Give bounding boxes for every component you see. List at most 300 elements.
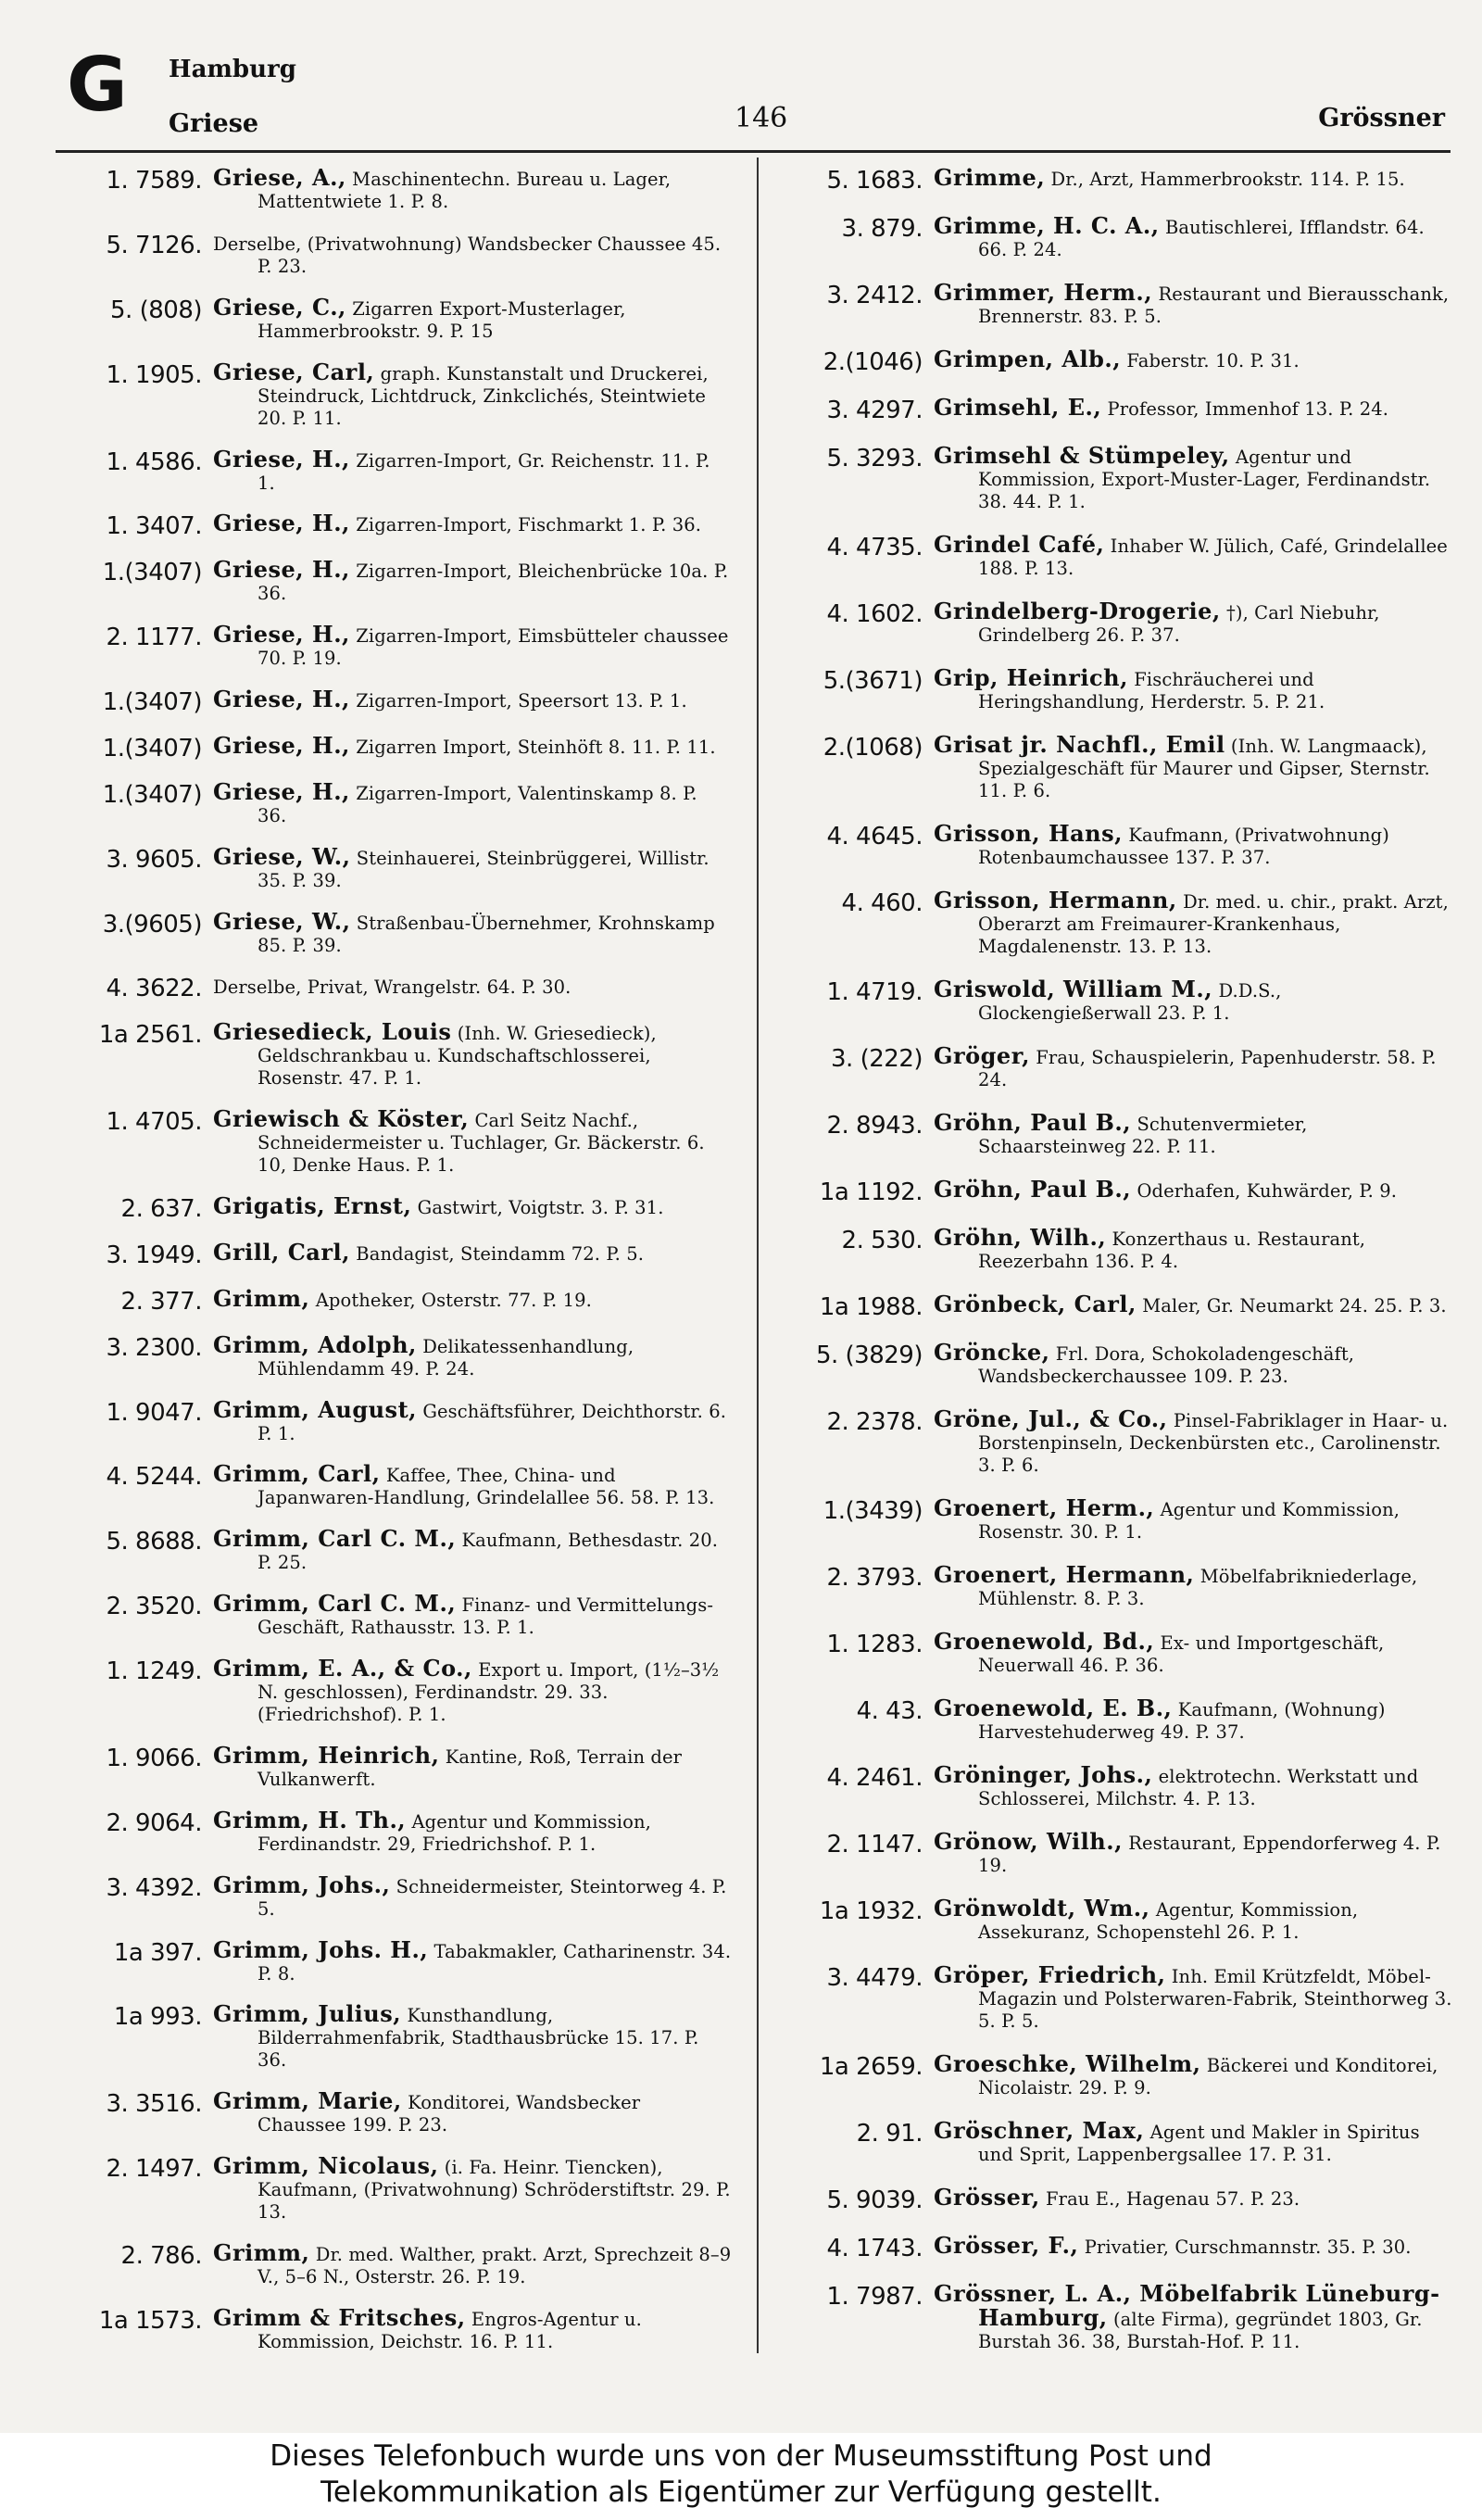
entry-text bbox=[213, 688, 732, 712]
subscriber-name: Grip, Heinrich, bbox=[934, 664, 1128, 691]
subscriber-name: Grimm, Nicolaus, bbox=[213, 2152, 439, 2180]
directory-entry bbox=[776, 889, 1452, 958]
phone-number: 3.(9605) bbox=[102, 910, 202, 939]
entry-details: Carl Seitz Nachf., Schneidermeister u. Tuchlager, Gr. Bäckerstr. 6. 10, Denke Haus. P. 1. bbox=[257, 1110, 705, 1177]
phone-number: 5. 3293. bbox=[826, 445, 923, 472]
phone-number: 1. 7589. bbox=[106, 167, 202, 195]
entry-details: Schutenvermieter, Schaarsteinweg 22. P. 11. bbox=[978, 1114, 1308, 1157]
subscriber-name: Grimm, Johs., bbox=[213, 1871, 391, 1898]
entry-details: Frau E., Hagenau 57. P. 23. bbox=[1046, 2188, 1300, 2210]
entry-text bbox=[934, 1561, 1452, 1610]
phone-number: 4. 4735. bbox=[826, 534, 923, 561]
entry-text bbox=[934, 2280, 1452, 2353]
phone-number: 3. (222) bbox=[831, 1045, 923, 1073]
city-heading: Hamburg bbox=[169, 56, 296, 83]
entry-details: Oderhafen, Kuhwärder, P. 9. bbox=[1137, 1180, 1398, 1202]
entry-text bbox=[213, 1525, 732, 1574]
subscriber-name: Grimm, E. A., & Co., bbox=[213, 1655, 472, 1682]
entry-details: Export u. Import, (1½–3½ N. geschlossen), Ferdinandstr. 29. 33. (Friedrichshof). P. 1. bbox=[257, 1659, 720, 1725]
phone-number: 3. 9605. bbox=[106, 845, 202, 874]
entry-text bbox=[213, 512, 732, 536]
phone-number: 2. 3520. bbox=[106, 1593, 202, 1621]
subscriber-name: Griswold, William M., bbox=[934, 976, 1213, 1002]
phone-number: 1.(3407) bbox=[102, 780, 202, 809]
phone-number: 5. (3829) bbox=[815, 1342, 923, 1369]
subscriber-name: Grimsehl & Stümpeley, bbox=[934, 442, 1230, 469]
entry-text bbox=[934, 820, 1452, 869]
directory-entry bbox=[776, 1761, 1452, 1810]
subscriber-name: Grisat jr. Nachfl., Emil bbox=[934, 731, 1225, 758]
entry-details: (Inh. W. Griesedieck), Geldschrankbau u. Kundschaftschlosserei, Rosenstr. 47. P. 1. bbox=[257, 1023, 657, 1090]
directory-entry bbox=[56, 975, 732, 1002]
entry-details: Restaurant, Eppendorferweg 4. P. 19. bbox=[978, 1833, 1441, 1876]
directory-entry bbox=[776, 1224, 1452, 1273]
subscriber-name: Grönbeck, Carl, bbox=[934, 1291, 1137, 1317]
entry-details: Inh. Emil Krützfeldt, Möbel-Magazin und Polsterwaren-Fabrik, Steinthorweg 3. 5. P. 5. bbox=[978, 1966, 1452, 2032]
entry-text bbox=[934, 1697, 1452, 1744]
subscriber-name: Grisson, Hermann, bbox=[934, 887, 1177, 914]
phone-number: 1.(3439) bbox=[823, 1497, 923, 1525]
subscriber-name: Grimsehl, E., bbox=[934, 394, 1102, 421]
footer-line-1: Dieses Telefonbuch wurde uns von der Museumsstiftung Post und bbox=[270, 2439, 1212, 2473]
entry-details: Maler, Gr. Neumarkt 24. 25. P. 3. bbox=[1142, 1295, 1447, 1317]
entry-details: Maschinentechn. Bureau u. Lager, Mattentwiete 1. P. 8. bbox=[257, 169, 672, 212]
subscriber-name: Griese, H., bbox=[213, 445, 350, 472]
entry-details: Professor, Immenhof 13. P. 24. bbox=[1107, 398, 1389, 420]
subscriber-name: Grimm, H. Th., bbox=[213, 1806, 407, 1833]
subscriber-name: Griese, A., bbox=[213, 164, 346, 191]
directory-entry bbox=[776, 2232, 1452, 2262]
directory-entry bbox=[56, 556, 732, 605]
subscriber-name: Gröhn, Paul B., bbox=[934, 1176, 1132, 1203]
entry-text bbox=[934, 1178, 1452, 1203]
subscriber-name: Grimm, Marie, bbox=[213, 2087, 402, 2115]
directory-entry bbox=[56, 1590, 732, 1639]
page-number: 146 bbox=[735, 102, 788, 134]
entry-details: Derselbe, Privat, Wrangelstr. 64. P. 30. bbox=[213, 976, 571, 999]
entry-details: Dr. med. Walther, prakt. Arzt, Sprechzeit 8–9 V., 5–6 N., Osterstr. 26. P. 19. bbox=[257, 2244, 732, 2287]
directory-entry bbox=[776, 1561, 1452, 1610]
directory-entry bbox=[776, 442, 1452, 513]
first-name-guide: Griese bbox=[169, 109, 259, 138]
entry-details: Straßenbau-Übernehmer, Krohnskamp 85. P. 39. bbox=[257, 912, 715, 956]
subscriber-name: Gröne, Jul., & Co., bbox=[934, 1405, 1168, 1432]
phone-number: 5. (808) bbox=[110, 296, 202, 324]
directory-entry bbox=[776, 1628, 1452, 1677]
directory-entry bbox=[776, 394, 1452, 424]
entry-details: Pinsel-Fabriklager in Haar- u. Borstenpinseln, Deckenbürsten etc., Carolinenstr. 3. P. 6. bbox=[978, 1410, 1449, 1476]
subscriber-name: Grimme, bbox=[934, 164, 1046, 191]
directory-entry bbox=[776, 279, 1452, 328]
phone-number: 2.(1068) bbox=[823, 734, 923, 762]
entry-text bbox=[213, 777, 732, 827]
directory-entry bbox=[776, 2117, 1452, 2166]
directory-entry bbox=[776, 1697, 1452, 1744]
directory-entry bbox=[56, 2303, 732, 2353]
entry-text bbox=[213, 1590, 732, 1639]
phone-number: 2. 8943. bbox=[826, 1112, 923, 1140]
directory-entry bbox=[56, 1330, 732, 1380]
directory-entry bbox=[776, 1897, 1452, 1944]
directory-entry bbox=[56, 1935, 732, 1985]
entry-details: Fischräucherei und Heringshandlung, Herderstr. 5. P. 21. bbox=[978, 669, 1325, 712]
subscriber-name: Grindel Café, bbox=[934, 531, 1105, 558]
phone-number: 4. 460. bbox=[841, 889, 923, 917]
directory-entry bbox=[56, 164, 732, 213]
directory-entry bbox=[56, 1284, 732, 1316]
entry-details: Faberstr. 10. P. 31. bbox=[1126, 350, 1300, 372]
entry-text bbox=[934, 889, 1452, 958]
directory-entry bbox=[776, 978, 1452, 1025]
phone-number: 3. 879. bbox=[841, 215, 923, 243]
phone-number: 3. 4297. bbox=[826, 397, 923, 424]
subscriber-name: Grisson, Hans, bbox=[934, 820, 1123, 847]
entry-text bbox=[934, 442, 1452, 513]
directory-entry bbox=[56, 293, 732, 343]
entry-text bbox=[213, 358, 732, 430]
entry-text bbox=[934, 2232, 1452, 2259]
subscriber-name: Grill, Carl, bbox=[213, 1238, 350, 1266]
footer-note bbox=[0, 2433, 1482, 2520]
entry-details: Delikatessenhandlung, Mühlendamm 49. P. 24. bbox=[257, 1335, 634, 1380]
directory-entry bbox=[776, 1339, 1452, 1388]
subscriber-name: Gröger, bbox=[934, 1042, 1030, 1069]
entry-text bbox=[934, 1042, 1452, 1091]
entry-text bbox=[213, 1192, 732, 1219]
subscriber-name: Grimm, bbox=[213, 1284, 310, 1312]
phone-number: 2. 1177. bbox=[106, 624, 202, 652]
phone-number: 4. 1602. bbox=[826, 600, 923, 628]
entry-details: Restaurant und Bierausschank, Brennerstr. 83. P. 5. bbox=[978, 284, 1450, 327]
directory-entry bbox=[776, 1109, 1452, 1158]
subscriber-name: Griewisch & Köster, bbox=[213, 1105, 470, 1133]
entry-text bbox=[934, 731, 1452, 802]
directory-entry bbox=[56, 1192, 732, 1223]
entry-text bbox=[934, 1109, 1452, 1158]
subscriber-name: Grösser, bbox=[934, 2184, 1040, 2211]
entry-text bbox=[213, 1806, 732, 1856]
subscriber-name: Grimm, bbox=[213, 2239, 310, 2266]
subscriber-name: Grimm, Julius, bbox=[213, 2000, 402, 2028]
directory-entry bbox=[56, 2087, 732, 2136]
directory-entry bbox=[776, 731, 1452, 802]
phone-number: 2.(1046) bbox=[823, 348, 923, 376]
entry-text bbox=[934, 1628, 1452, 1677]
subscriber-name: Griese, H., bbox=[213, 686, 350, 712]
phone-number: 4. 43. bbox=[856, 1697, 923, 1725]
entry-details: Zigarren-Import, Speersort 13. P. 1. bbox=[356, 690, 687, 712]
entry-details: Privatier, Curschmannstr. 35. P. 30. bbox=[1084, 2236, 1412, 2258]
entry-details: Agentur und Kommission, Rosenstr. 30. P. 1. bbox=[978, 1499, 1400, 1543]
entry-details: Kaffee, Thee, China- und Japanwaren-Handlung, Grindelallee 56. 58. P. 13. bbox=[257, 1465, 715, 1509]
entry-details: Inhaber W. Jülich, Café, Grindelallee 188. P. 13. bbox=[978, 536, 1448, 579]
phone-number: 1. 9066. bbox=[106, 1744, 202, 1772]
entry-details: Zigarren-Import, Fischmarkt 1. P. 36. bbox=[356, 514, 702, 536]
directory-entry bbox=[776, 1293, 1452, 1321]
entry-details: †), Carl Niebuhr, Grindelberg 26. P. 37. bbox=[978, 602, 1380, 646]
directory-entry bbox=[56, 907, 732, 957]
subscriber-name: Gröninger, Johs., bbox=[934, 1761, 1153, 1788]
entry-text bbox=[213, 164, 732, 213]
entry-text bbox=[934, 348, 1452, 372]
section-letter: G bbox=[67, 42, 128, 128]
entry-text bbox=[934, 978, 1452, 1025]
phone-number: 2. 1147. bbox=[826, 1831, 923, 1858]
entry-text bbox=[213, 2239, 732, 2288]
phone-number: 2. 377. bbox=[120, 1287, 202, 1316]
entry-details: Finanz- und Vermittelungs-Geschäft, Rathausstr. 13. P. 1. bbox=[257, 1594, 714, 1639]
entry-text bbox=[213, 1330, 732, 1380]
entry-text bbox=[213, 907, 732, 957]
phone-number: 1a 993. bbox=[113, 2003, 202, 2032]
entry-details: Bandagist, Steindamm 72. P. 5. bbox=[356, 1242, 645, 1265]
entry-text bbox=[934, 1828, 1452, 1877]
subscriber-name: Grösser, F., bbox=[934, 2232, 1079, 2259]
entry-text bbox=[213, 731, 732, 759]
subscriber-name: Griese, W., bbox=[213, 907, 351, 935]
phone-number: 4. 1743. bbox=[826, 2235, 923, 2262]
entry-details: Steinhauerei, Steinbrüggerei, Willistr. 35. P. 39. bbox=[257, 847, 710, 891]
directory-entry bbox=[776, 1494, 1452, 1544]
entry-details: Agentur, Kommission, Assekuranz, Schopenstehl 26. P. 1. bbox=[978, 1899, 1359, 1943]
entry-details: graph. Kunstanstalt und Druckerei, Steindruck, Lichtdruck, Zinkclichés, Steintwiete 20. P. 11. bbox=[257, 362, 709, 429]
subscriber-name: Grindelberg-Drogerie, bbox=[934, 598, 1221, 624]
entry-details: Agentur und Kommission, Export-Muster-Lager, Ferdinandstr. 38. 44. P. 1. bbox=[978, 447, 1431, 512]
phone-number: 1a 1192. bbox=[819, 1178, 923, 1206]
subscriber-name: Grimmer, Herm., bbox=[934, 279, 1153, 306]
entry-details: Agent und Makler in Spiritus und Sprit, Lappenbergsallee 17. P. 31. bbox=[978, 2122, 1420, 2165]
subscriber-name: Grimme, H. C. A., bbox=[934, 212, 1160, 239]
directory-entry bbox=[56, 1395, 732, 1445]
phone-number: 1a 2659. bbox=[819, 2053, 923, 2081]
entry-details: Kantine, Roß, Terrain der Vulkanwerft. bbox=[257, 1745, 683, 1790]
directory-entry bbox=[776, 600, 1452, 647]
subscriber-name: Griese, H., bbox=[213, 731, 350, 759]
last-name-guide: Grössner bbox=[1318, 104, 1445, 132]
entry-text bbox=[934, 1494, 1452, 1544]
phone-number: 5.(3671) bbox=[823, 667, 923, 695]
entry-text bbox=[213, 1238, 732, 1266]
phone-number: 4. 5244. bbox=[106, 1463, 202, 1492]
directory-entry bbox=[776, 664, 1452, 713]
entry-details: Kunsthandlung, Bilderrahmenfabrik, Stadthausbrücke 15. 17. P. 36. bbox=[257, 2005, 699, 2072]
entry-details: (Inh. W. Langmaack), Spezialgeschäft für Maurer und Gipser, Sternstr. 11. P. 6. bbox=[978, 736, 1430, 801]
directory-entry bbox=[776, 1178, 1452, 1206]
entry-text bbox=[213, 232, 732, 278]
entry-details: D.D.S., Glockengießerwall 23. P. 1. bbox=[978, 980, 1282, 1024]
directory-entry bbox=[776, 2050, 1452, 2099]
entry-text bbox=[934, 164, 1452, 191]
directory-entry bbox=[56, 2152, 732, 2224]
phone-number: 2. 2378. bbox=[826, 1408, 923, 1436]
subscriber-name: Grimm, Carl C. M., bbox=[213, 1525, 457, 1553]
subscriber-name: Groenert, Hermann, bbox=[934, 1561, 1195, 1588]
directory-entry bbox=[56, 1871, 732, 1921]
entry-details: Engros-Agentur u. Kommission, Deichstr. 16. P. 11. bbox=[257, 2308, 642, 2352]
subscriber-name: Grimm, Johs. H., bbox=[213, 1935, 429, 1963]
directory-entry bbox=[776, 212, 1452, 261]
entry-details: Zigarren Export-Musterlager, Hammerbrookstr. 9. P. 15 bbox=[257, 297, 626, 342]
entry-text bbox=[213, 1460, 732, 1509]
entry-details: Bäckerei und Konditorei, Nicolaistr. 29. P. 9. bbox=[978, 2055, 1438, 2098]
directory-entry bbox=[56, 1460, 732, 1509]
subscriber-name: Groenewold, Bd., bbox=[934, 1628, 1155, 1655]
directory-entry bbox=[56, 1806, 732, 1856]
entry-details: Dr., Arzt, Hammerbrookstr. 114. P. 15. bbox=[1050, 169, 1405, 190]
directory-entry bbox=[776, 820, 1452, 869]
directory-entry bbox=[56, 731, 732, 762]
phone-number: 5. 9039. bbox=[826, 2186, 923, 2214]
directory-entry bbox=[776, 1405, 1452, 1477]
phone-number: 1. 7987. bbox=[826, 2283, 923, 2311]
entry-text bbox=[213, 2087, 732, 2136]
entry-details: Konditorei, Wandsbecker Chaussee 199. P. 23. bbox=[257, 2092, 641, 2136]
entry-text bbox=[934, 531, 1452, 580]
directory-entry bbox=[776, 1961, 1452, 2033]
phone-number: 1. 3407. bbox=[106, 512, 202, 541]
subscriber-name: Grimm, Adolph, bbox=[213, 1330, 417, 1358]
phone-number: 5. 1683. bbox=[826, 167, 923, 195]
entry-details: Zigarren Import, Steinhöft 8. 11. P. 11. bbox=[356, 736, 716, 758]
subscriber-name: Gröper, Friedrich, bbox=[934, 1961, 1166, 1988]
entry-text bbox=[213, 1018, 732, 1090]
entry-details: Kaufmann, Bethesdastr. 20. P. 25. bbox=[257, 1530, 719, 1574]
entry-text bbox=[934, 1405, 1452, 1477]
directory-entry bbox=[56, 2000, 732, 2072]
phone-number: 1. 1249. bbox=[106, 1657, 202, 1685]
entry-text bbox=[213, 556, 732, 605]
subscriber-name: Gröncke, bbox=[934, 1339, 1050, 1366]
entry-details: Bautischlerei, Ifflandstr. 64. 66. P. 24. bbox=[978, 217, 1425, 260]
entry-details: Möbelfabrikniederlage, Mühlenstr. 8. P. 3. bbox=[978, 1566, 1418, 1609]
directory-entry bbox=[776, 1828, 1452, 1877]
directory-entry bbox=[56, 1238, 732, 1269]
subscriber-name: Griese, C., bbox=[213, 293, 346, 321]
directory-entry bbox=[776, 348, 1452, 376]
entry-details: Agentur und Kommission, Ferdinandstr. 29, Friedrichshof. P. 1. bbox=[257, 1810, 651, 1855]
entry-text bbox=[213, 445, 732, 495]
phone-number: 1a 397. bbox=[113, 1938, 202, 1967]
phone-number: 4. 4645. bbox=[826, 823, 923, 850]
entry-text bbox=[934, 1961, 1452, 2033]
subscriber-name: Grigatis, Ernst, bbox=[213, 1192, 412, 1219]
directory-entry bbox=[56, 1657, 732, 1726]
directory-entry bbox=[776, 2280, 1452, 2353]
phone-number: 4. 2461. bbox=[826, 1764, 923, 1792]
directory-entry bbox=[56, 777, 732, 827]
directory-entry bbox=[776, 2186, 1452, 2214]
subscriber-name: Grimm, August, bbox=[213, 1395, 418, 1423]
directory-entry bbox=[56, 1525, 732, 1574]
subscriber-name: Grimm & Fritsches, bbox=[213, 2303, 466, 2331]
subscriber-name: Grönwoldt, Wm., bbox=[934, 1895, 1150, 1922]
entry-text bbox=[213, 293, 732, 343]
subscriber-name: Grimm, Heinrich, bbox=[213, 1741, 440, 1769]
left-column bbox=[56, 164, 732, 2353]
phone-number: 1.(3407) bbox=[102, 734, 202, 762]
entry-text bbox=[213, 2303, 732, 2353]
phone-number: 3. 2300. bbox=[106, 1333, 202, 1362]
entry-text bbox=[934, 1293, 1452, 1317]
entry-details: Schneidermeister, Steintorweg 4. P. 5. bbox=[257, 1875, 727, 1920]
phone-number: 1. 4705. bbox=[106, 1108, 202, 1137]
phone-number: 3. 4392. bbox=[106, 1873, 202, 1902]
subscriber-name: Groenewold, E. B., bbox=[934, 1695, 1173, 1721]
entry-text bbox=[213, 1105, 732, 1177]
entry-text bbox=[213, 1284, 732, 1312]
directory-entry bbox=[56, 1018, 732, 1090]
subscriber-name: Groenert, Herm., bbox=[934, 1494, 1155, 1521]
phone-number: 5. 8688. bbox=[106, 1528, 202, 1556]
subscriber-name: Grimm, Carl C. M., bbox=[213, 1590, 457, 1618]
entry-text bbox=[934, 279, 1452, 328]
entry-text bbox=[213, 1871, 732, 1921]
entry-details: Geschäftsführer, Deichthorstr. 6. P. 1. bbox=[257, 1400, 727, 1444]
phone-number: 1. 4719. bbox=[826, 978, 923, 1006]
directory-entry bbox=[56, 358, 732, 430]
phone-number: 2. 9064. bbox=[106, 1808, 202, 1837]
entry-details: (i. Fa. Heinr. Tiencken), Kaufmann, (Privatwohnung) Schröderstiftstr. 29. P. 13. bbox=[257, 2157, 731, 2224]
entry-details: Zigarren-Import, Gr. Reichenstr. 11. P. 1. bbox=[257, 449, 710, 494]
entry-text bbox=[934, 2050, 1452, 2099]
entry-details: Gastwirt, Voigtstr. 3. P. 31. bbox=[417, 1197, 664, 1218]
entry-text bbox=[213, 842, 732, 892]
entry-text bbox=[213, 621, 732, 670]
subscriber-name: Griese, H., bbox=[213, 556, 350, 584]
entry-details: elektrotechn. Werkstatt und Schlosserei, Milchstr. 4. P. 13. bbox=[978, 1766, 1419, 1809]
directory-entry bbox=[56, 842, 732, 892]
directory-entry bbox=[776, 531, 1452, 580]
directory-entry bbox=[56, 445, 732, 495]
entry-details: Apotheker, Osterstr. 77. P. 19. bbox=[315, 1289, 592, 1311]
entry-details: Kaufmann, (Privatwohnung) Rotenbaumchaussee 137. P. 37. bbox=[978, 825, 1389, 868]
entry-text bbox=[213, 2000, 732, 2072]
entry-text bbox=[213, 2152, 732, 2224]
phone-number: 2. 637. bbox=[120, 1195, 202, 1223]
directory-entry bbox=[56, 688, 732, 716]
phone-number: 2. 786. bbox=[120, 2242, 202, 2270]
entry-text bbox=[934, 2186, 1452, 2211]
directory-entry bbox=[56, 621, 732, 670]
subscriber-name: Griese, H., bbox=[213, 777, 350, 805]
phone-number: 2. 91. bbox=[856, 2120, 923, 2148]
subscriber-name: Griese, Carl, bbox=[213, 358, 375, 385]
phone-number: 1. 4586. bbox=[106, 447, 202, 476]
subscriber-name: Gröschner, Max, bbox=[934, 2117, 1145, 2144]
entry-text bbox=[934, 1339, 1452, 1388]
right-column bbox=[776, 164, 1452, 2353]
phone-number: 3. 1949. bbox=[106, 1241, 202, 1269]
entry-details: Zigarren-Import, Valentinskamp 8. P. 36. bbox=[257, 782, 697, 826]
phone-number: 5. 7126. bbox=[106, 231, 202, 259]
column-divider bbox=[757, 158, 759, 2353]
entry-text bbox=[934, 664, 1452, 713]
subscriber-name: Griese, W., bbox=[213, 842, 351, 870]
phone-number: 2. 530. bbox=[841, 1227, 923, 1254]
phone-number: 3. 4479. bbox=[826, 1964, 923, 1992]
entry-details: Derselbe, (Privatwohnung) Wandsbecker Chaussee 45. P. 23. bbox=[213, 233, 722, 277]
directory-entry bbox=[56, 2239, 732, 2288]
subscriber-name: Gröhn, Wilh., bbox=[934, 1224, 1107, 1251]
header-rule bbox=[56, 150, 1451, 153]
directory-entry bbox=[56, 1741, 732, 1791]
subscriber-name: Gröhn, Paul B., bbox=[934, 1109, 1132, 1136]
subscriber-name: Grössner, L. A., Möbelfabrik Lüneburg-Hamburg, bbox=[934, 2280, 1440, 2331]
directory-entry bbox=[776, 164, 1452, 195]
entry-text bbox=[934, 2117, 1452, 2166]
subscriber-name: Griesedieck, Louis bbox=[213, 1018, 452, 1046]
phone-number: 1a 1573. bbox=[98, 2306, 202, 2335]
